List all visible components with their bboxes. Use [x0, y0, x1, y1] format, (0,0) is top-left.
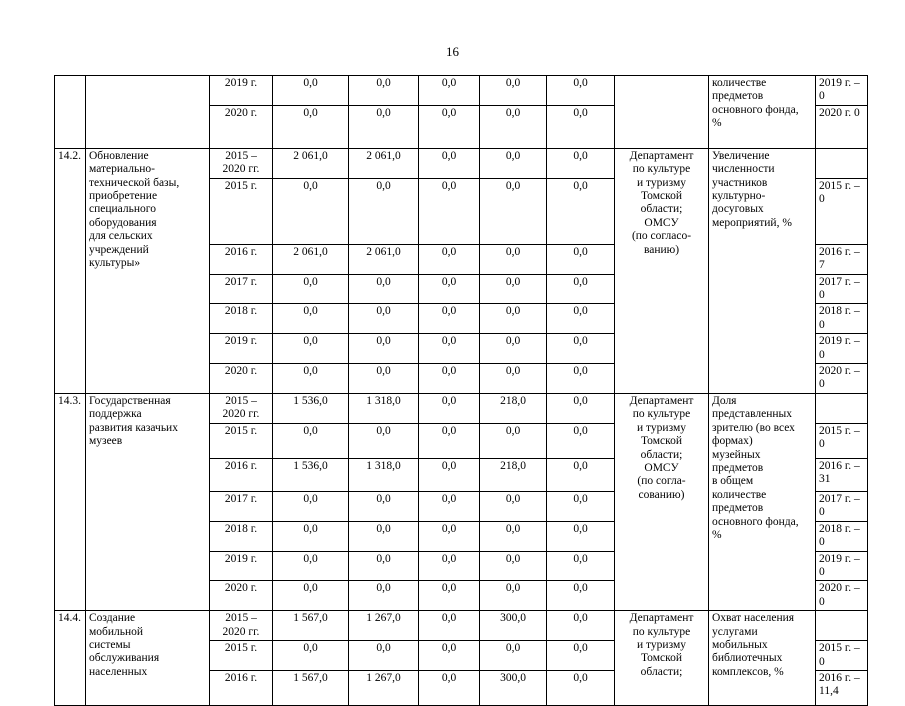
- indicator-value-cell: 2015 г. – 0: [816, 178, 868, 244]
- indicator-cell: [709, 76, 816, 149]
- year-line: 2015 г.: [224, 179, 258, 192]
- amount-cell: 1 567,0: [273, 670, 349, 705]
- amount-cell: 0,0: [273, 641, 349, 671]
- indicator-line: в общем: [712, 475, 754, 488]
- year-cell: 2020 г.: [210, 105, 273, 148]
- amount-cell: 0,0: [273, 105, 349, 148]
- executor-cell: [615, 148, 709, 393]
- year-cell: [210, 670, 273, 705]
- year-line: 2015 –: [225, 612, 257, 625]
- table-row: [55, 76, 868, 106]
- indicator-line: культурно-: [712, 190, 766, 203]
- indicator-line: представленных: [712, 408, 792, 421]
- section-code-cell: 14.3.: [55, 393, 86, 610]
- indicator-line: предметов: [712, 90, 764, 103]
- amount-cell: 0,0: [547, 76, 615, 106]
- year-line: 2018 г.: [224, 522, 258, 535]
- indicator-value-cell: 2020 г. – 0: [816, 581, 868, 611]
- amount-cell: 0,0: [273, 581, 349, 611]
- indicator-line: количестве: [712, 77, 767, 89]
- amount-cell: 0,0: [547, 364, 615, 394]
- amount-cell: 0,0: [480, 641, 547, 671]
- year-line: 2020 г.: [224, 365, 258, 378]
- year-line: 2020 г.: [224, 582, 258, 595]
- indicator-value-cell: 2020 г. 0: [816, 105, 868, 148]
- amount-cell: 0,0: [419, 304, 480, 334]
- event-name-line: музеев: [89, 435, 123, 448]
- year-cell: [210, 423, 273, 458]
- amount-cell: 0,0: [419, 76, 480, 106]
- amount-cell: 0,0: [547, 274, 615, 304]
- executor-line: и туризму: [637, 638, 686, 651]
- executor-line: области;: [640, 448, 683, 461]
- table-body: [55, 76, 868, 706]
- event-name-line: приобретение: [89, 190, 158, 203]
- year-line: 2017 г.: [224, 275, 258, 288]
- indicator-value-cell: 2016 г. – 31: [816, 458, 868, 491]
- amount-cell: 0,0: [547, 105, 615, 148]
- amount-cell: 0,0: [547, 611, 615, 641]
- amount-cell: 0,0: [480, 581, 547, 611]
- indicator-value-cell: 2018 г. – 0: [816, 521, 868, 551]
- amount-cell: 218,0: [480, 393, 547, 423]
- amount-cell: 1 567,0: [273, 611, 349, 641]
- amount-cell: 0,0: [419, 244, 480, 274]
- executor-line: (по согласо-: [631, 230, 692, 243]
- executor-line: Департамент: [629, 394, 694, 407]
- year-cell: [210, 274, 273, 304]
- section-code-cell: 14.4.: [55, 611, 86, 706]
- amount-cell: 0,0: [273, 304, 349, 334]
- indicator-line: досуговых: [712, 203, 764, 216]
- amount-cell: 0,0: [480, 521, 547, 551]
- indicator-line: формах): [712, 435, 753, 448]
- executor-line: и туризму: [637, 421, 686, 434]
- amount-cell: 0,0: [480, 304, 547, 334]
- amount-cell: 300,0: [480, 670, 547, 705]
- event-name-line: учреждений: [89, 243, 149, 256]
- executor-line: Томской: [641, 652, 682, 665]
- indicator-cell: [709, 393, 816, 610]
- amount-cell: 1 536,0: [273, 458, 349, 491]
- amount-cell: 0,0: [547, 521, 615, 551]
- indicator-line: услугами: [712, 625, 758, 638]
- indicator-line: численности: [712, 163, 775, 176]
- executor-line: ОМСУ: [644, 461, 679, 474]
- amount-cell: 0,0: [349, 423, 419, 458]
- amount-cell: 1 536,0: [273, 393, 349, 423]
- amount-cell: 0,0: [349, 274, 419, 304]
- indicator-line: мероприятий, %: [712, 216, 792, 229]
- amount-cell: 0,0: [419, 178, 480, 244]
- year-line: 2020 гг.: [222, 625, 260, 638]
- year-cell: [210, 334, 273, 364]
- amount-cell: 218,0: [480, 458, 547, 491]
- event-name-line: специального: [89, 203, 156, 216]
- amount-cell: 300,0: [480, 611, 547, 641]
- year-cell: [210, 244, 273, 274]
- indicator-line: основного фонда,: [712, 515, 799, 528]
- table-row: [55, 611, 868, 641]
- indicator-value-cell: 2019 г. – 0: [816, 76, 868, 106]
- year-cell: [210, 491, 273, 521]
- year-line: 2018 г.: [224, 305, 258, 318]
- executor-line: Департамент: [629, 612, 694, 625]
- amount-cell: 0,0: [480, 423, 547, 458]
- year-cell: [210, 521, 273, 551]
- indicator-line: музейных: [712, 448, 761, 461]
- section-code-cell: [55, 76, 86, 149]
- year-cell: [210, 641, 273, 671]
- amount-cell: 0,0: [349, 581, 419, 611]
- event-name-cell: [86, 393, 210, 610]
- year-line: 2016 г.: [224, 671, 258, 684]
- year-cell: [210, 304, 273, 334]
- executor-line: сованию): [638, 488, 685, 501]
- amount-cell: 0,0: [547, 670, 615, 705]
- amount-cell: 0,0: [480, 148, 547, 178]
- year-cell: [210, 581, 273, 611]
- indicator-line: Доля: [712, 394, 737, 407]
- amount-cell: 0,0: [419, 551, 480, 581]
- amount-cell: 0,0: [349, 551, 419, 581]
- amount-cell: 0,0: [419, 581, 480, 611]
- amount-cell: 2 061,0: [273, 244, 349, 274]
- year-line: 2015 –: [225, 394, 257, 407]
- amount-cell: 0,0: [547, 423, 615, 458]
- amount-cell: 0,0: [273, 364, 349, 394]
- amount-cell: 1 267,0: [349, 611, 419, 641]
- amount-cell: 0,0: [547, 178, 615, 244]
- event-name-line: Обновление: [89, 149, 149, 162]
- executor-line: (по согла-: [637, 475, 686, 488]
- event-name-line: системы: [89, 638, 131, 651]
- amount-cell: 2 061,0: [273, 148, 349, 178]
- event-name-cell: [86, 611, 210, 706]
- indicator-line: Увеличение: [712, 149, 770, 162]
- indicator-line: количестве: [712, 488, 767, 501]
- indicator-line: %: [712, 117, 722, 130]
- amount-cell: 0,0: [273, 423, 349, 458]
- amount-cell: 2 061,0: [349, 244, 419, 274]
- indicator-value-cell: [816, 611, 868, 641]
- table-row: [55, 148, 868, 178]
- indicator-cell: [709, 611, 816, 706]
- amount-cell: 0,0: [547, 148, 615, 178]
- event-name-line: технической базы,: [89, 176, 180, 189]
- amount-cell: 0,0: [480, 76, 547, 106]
- executor-line: ванию): [643, 243, 680, 256]
- indicator-value-cell: 2016 г. – 7: [816, 244, 868, 274]
- event-name-line: обслуживания: [89, 652, 160, 665]
- indicator-value-cell: [816, 148, 868, 178]
- executor-line: ОМСУ: [644, 216, 679, 229]
- amount-cell: 1 267,0: [349, 670, 419, 705]
- amount-cell: 0,0: [349, 105, 419, 148]
- executor-cell: [615, 76, 709, 149]
- indicator-line: зрителю (во всех: [712, 421, 795, 434]
- year-line: 2017 г.: [224, 492, 258, 505]
- event-name-line: для сельских: [89, 230, 153, 243]
- executor-line: и туризму: [637, 176, 686, 189]
- amount-cell: 0,0: [419, 274, 480, 304]
- amount-cell: 0,0: [419, 491, 480, 521]
- indicator-value-cell: 2019 г. – 0: [816, 334, 868, 364]
- indicator-line: мобильных: [712, 638, 768, 651]
- amount-cell: 0,0: [349, 334, 419, 364]
- amount-cell: 0,0: [349, 521, 419, 551]
- event-name-line: развития казачьих: [89, 421, 178, 434]
- amount-cell: 0,0: [547, 393, 615, 423]
- amount-cell: 0,0: [547, 551, 615, 581]
- year-cell: [210, 458, 273, 491]
- indicator-value-cell: 2020 г. – 0: [816, 364, 868, 394]
- amount-cell: 0,0: [547, 458, 615, 491]
- executor-line: Томской: [641, 190, 682, 203]
- indicator-value-cell: [816, 393, 868, 423]
- executor-line: по культуре: [632, 163, 691, 176]
- year-cell: [210, 148, 273, 178]
- year-line: 2015 г.: [224, 642, 258, 655]
- year-cell: [210, 178, 273, 244]
- indicator-value-cell: 2015 г. – 0: [816, 641, 868, 671]
- event-name-cell: [86, 148, 210, 393]
- amount-cell: 0,0: [547, 491, 615, 521]
- year-line: 2015 г.: [224, 424, 258, 437]
- indicator-value-cell: 2018 г. – 0: [816, 304, 868, 334]
- amount-cell: 0,0: [547, 641, 615, 671]
- event-name-line: мобильной: [89, 625, 144, 638]
- amount-cell: 0,0: [419, 611, 480, 641]
- amount-cell: 0,0: [480, 551, 547, 581]
- year-line: 2019 г.: [224, 335, 258, 348]
- indicator-value-cell: 2016 г. – 11,4: [816, 670, 868, 705]
- amount-cell: 0,0: [273, 274, 349, 304]
- amount-cell: 0,0: [419, 670, 480, 705]
- amount-cell: 2 061,0: [349, 148, 419, 178]
- year-cell: [210, 611, 273, 641]
- indicator-line: предметов: [712, 502, 764, 515]
- indicator-line: предметов: [712, 461, 764, 474]
- program-table: [54, 75, 868, 706]
- amount-cell: 0,0: [419, 334, 480, 364]
- amount-cell: 0,0: [349, 178, 419, 244]
- event-name-line: культуры»: [89, 257, 141, 270]
- indicator-line: участников: [712, 176, 768, 189]
- amount-cell: 0,0: [419, 364, 480, 394]
- table-row: [55, 393, 868, 423]
- event-name-cell: [86, 76, 210, 149]
- year-line: 2020 гг.: [222, 408, 260, 421]
- year-cell: 2019 г.: [210, 76, 273, 106]
- section-code-cell: 14.2.: [55, 148, 86, 393]
- amount-cell: 0,0: [419, 423, 480, 458]
- executor-cell: [615, 611, 709, 706]
- amount-cell: 0,0: [419, 458, 480, 491]
- amount-cell: 0,0: [419, 148, 480, 178]
- amount-cell: 0,0: [480, 105, 547, 148]
- indicator-line: комплексов, %: [712, 665, 784, 678]
- amount-cell: 0,0: [480, 244, 547, 274]
- amount-cell: 0,0: [419, 105, 480, 148]
- executor-line: области;: [640, 203, 683, 216]
- executor-line: Томской: [641, 435, 682, 448]
- indicator-value-cell: 2019 г. – 0: [816, 551, 868, 581]
- amount-cell: 0,0: [273, 491, 349, 521]
- amount-cell: 0,0: [349, 491, 419, 521]
- amount-cell: 0,0: [349, 364, 419, 394]
- indicator-line: Охват населения: [712, 612, 795, 625]
- amount-cell: 0,0: [349, 76, 419, 106]
- event-name-line: Государственная: [89, 394, 171, 407]
- amount-cell: 1 318,0: [349, 393, 419, 423]
- indicator-line: %: [712, 528, 722, 541]
- amount-cell: 0,0: [273, 521, 349, 551]
- amount-cell: 0,0: [349, 304, 419, 334]
- amount-cell: 0,0: [273, 551, 349, 581]
- event-name-line: поддержка: [89, 408, 142, 421]
- indicator-value-cell: 2015 г. – 0: [816, 423, 868, 458]
- event-name-line: материально-: [89, 163, 155, 176]
- amount-cell: 0,0: [349, 641, 419, 671]
- amount-cell: 0,0: [273, 334, 349, 364]
- year-line: 2016 г.: [224, 245, 258, 258]
- amount-cell: 0,0: [547, 304, 615, 334]
- year-line: 2019 г.: [224, 552, 258, 565]
- executor-line: Департамент: [629, 149, 694, 162]
- amount-cell: 0,0: [480, 491, 547, 521]
- indicator-cell: [709, 148, 816, 393]
- amount-cell: 1 318,0: [349, 458, 419, 491]
- executor-cell: [615, 393, 709, 610]
- amount-cell: 0,0: [480, 274, 547, 304]
- indicator-line: библиотечных: [712, 652, 783, 665]
- executor-line: по культуре: [632, 625, 691, 638]
- year-line: 2020 гг.: [222, 163, 260, 176]
- amount-cell: 0,0: [419, 521, 480, 551]
- amount-cell: 0,0: [480, 178, 547, 244]
- amount-cell: 0,0: [419, 641, 480, 671]
- event-name-line: населенных: [89, 665, 148, 678]
- amount-cell: 0,0: [273, 178, 349, 244]
- year-line: 2015 –: [225, 149, 257, 162]
- year-cell: [210, 551, 273, 581]
- amount-cell: 0,0: [273, 76, 349, 106]
- year-cell: [210, 393, 273, 423]
- executor-line: по культуре: [632, 408, 691, 421]
- executor-line: области;: [640, 665, 683, 678]
- amount-cell: 0,0: [547, 244, 615, 274]
- amount-cell: 0,0: [547, 334, 615, 364]
- year-line: 2016 г.: [224, 459, 258, 472]
- amount-cell: 0,0: [419, 393, 480, 423]
- amount-cell: 0,0: [547, 581, 615, 611]
- indicator-value-cell: 2017 г. – 0: [816, 491, 868, 521]
- amount-cell: 0,0: [480, 334, 547, 364]
- event-name-line: оборудования: [89, 216, 157, 229]
- indicator-value-cell: 2017 г. – 0: [816, 274, 868, 304]
- indicator-line: основного фонда,: [712, 103, 799, 116]
- event-name-line: Создание: [89, 612, 136, 625]
- year-cell: [210, 364, 273, 394]
- amount-cell: 0,0: [480, 364, 547, 394]
- page-number: 16: [446, 44, 459, 59]
